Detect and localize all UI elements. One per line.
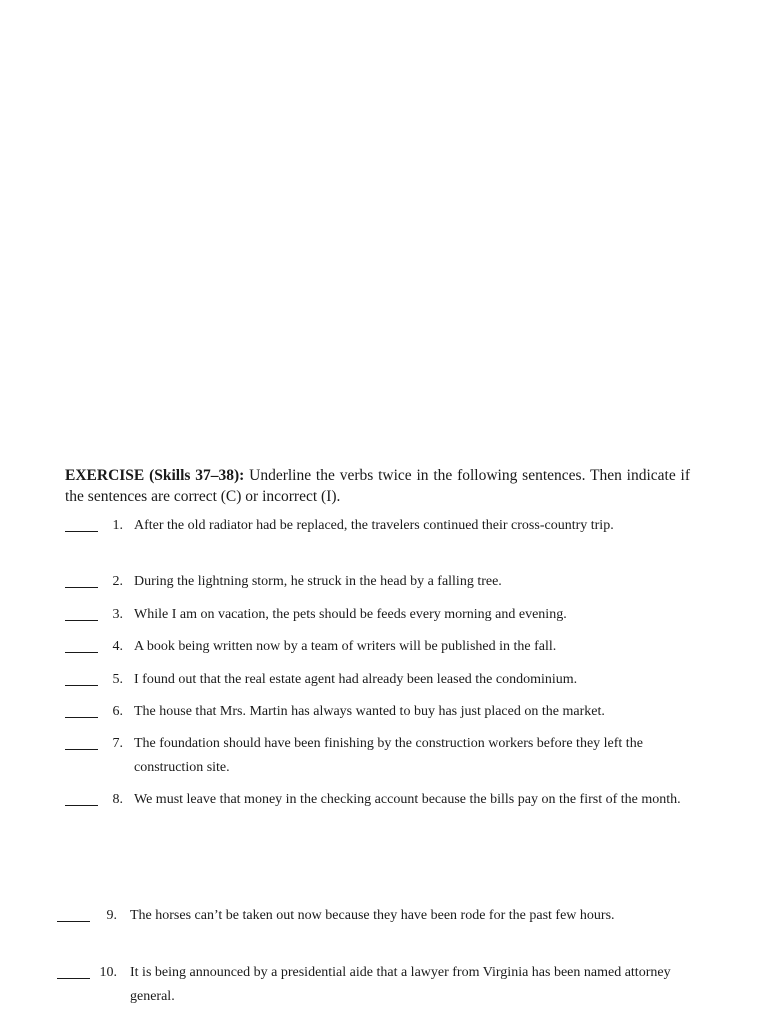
exercise-header — [65, 465, 690, 507]
item-text-1: After the old radiator had be replaced, the travelers continued their cross-country trip. — [134, 518, 614, 533]
exercise-item-10 — [57, 961, 697, 1009]
exercise-item-6 — [65, 700, 705, 724]
item-number-7: 7. — [112, 736, 123, 751]
item-number-6: 6. — [112, 704, 123, 719]
answer-blank-5[interactable] — [65, 685, 98, 686]
answer-blank-4[interactable] — [65, 652, 98, 653]
item-number-9: 9. — [106, 908, 117, 923]
item-number-3: 3. — [112, 607, 123, 622]
answer-blank-2[interactable] — [65, 587, 98, 588]
item-text-10: It is being announced by a presidential aide that a lawyer from Virginia has been named attorney general. — [130, 965, 671, 1004]
item-text-3: While I am on vacation, the pets should be feeds every morning and evening. — [134, 607, 567, 622]
answer-blank-9[interactable] — [57, 921, 90, 922]
item-number-2: 2. — [112, 574, 123, 589]
exercise-item-1 — [65, 514, 705, 562]
answer-blank-8[interactable] — [65, 805, 98, 806]
exercise-item-2 — [65, 570, 705, 594]
item-number-10: 10. — [99, 965, 117, 980]
exercise-item-7 — [65, 732, 705, 780]
item-text-5: I found out that the real estate agent had already been leased the condominium. — [134, 672, 578, 687]
item-number-1: 1. — [112, 518, 123, 533]
answer-blank-10[interactable] — [57, 978, 90, 979]
item-text-8: We must leave that money in the checking account because the bills pay on the first of the month. — [134, 792, 681, 807]
item-number-4: 4. — [112, 639, 123, 654]
item-text-6: The house that Mrs. Martin has always wanted to buy has just placed on the market. — [134, 704, 605, 719]
item-number-8: 8. — [112, 792, 123, 807]
item-text-2: During the lightning storm, he struck in the head by a falling tree. — [134, 574, 502, 589]
exercise-item-8 — [65, 788, 705, 836]
exercise-item-4 — [65, 635, 705, 659]
answer-blank-7[interactable] — [65, 749, 98, 750]
exercise-instructions: Underline the verbs twice in the following sentences. Then indicate if the sentences are correct (C) or incorrect (I). — [65, 467, 690, 505]
item-text-4: A book being written now by a team of writers will be published in the fall. — [134, 639, 557, 654]
item-text-9: The horses can’t be taken out now because they have been rode for the past few hours. — [130, 908, 615, 923]
exercise-item-9 — [57, 904, 697, 952]
item-number-5: 5. — [112, 672, 123, 687]
exercise-item-5 — [65, 668, 705, 692]
answer-blank-1[interactable] — [65, 531, 98, 532]
exercise-heading: EXERCISE (Skills 37–38): — [65, 467, 245, 484]
answer-blank-6[interactable] — [65, 717, 98, 718]
answer-blank-3[interactable] — [65, 620, 98, 621]
exercise-item-3 — [65, 603, 705, 627]
item-text-7: The foundation should have been finishing by the construction workers before they left the construction site. — [134, 736, 643, 775]
